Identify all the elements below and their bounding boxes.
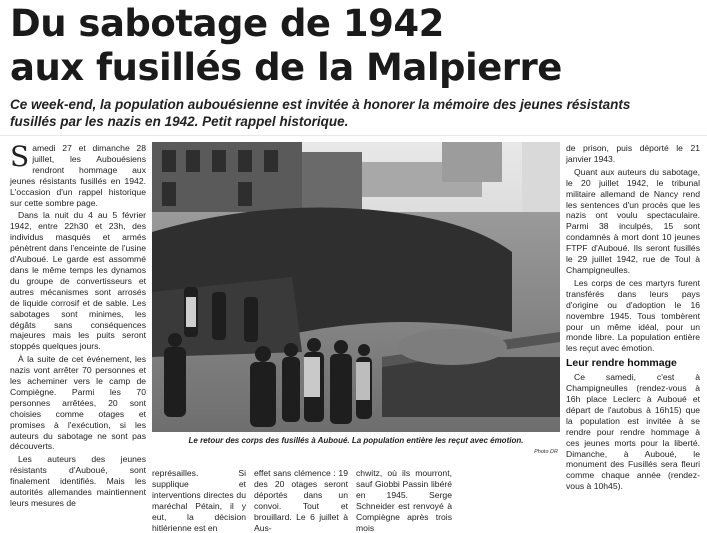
column-2-text: représailles. Si supplique et interventions directes du maréchal Pétain, il y eut, la décision hitlérienne est en [152,468,246,533]
paragraph-bodies: Les corps de ces martyrs furent transférés dans leurs pays d'origine ou d'adoption le 16 novembre 1945. Tous tombèrent pour un même idéal, pour un monde libre. La population entière les reçut avec émotion. [566,277,700,354]
photo-caption: Le retour des corps des fusillés à Auboué. La population entière les reçut avec émotion. [188,436,524,445]
paragraph-trial: Quant aux auteurs du sabotage, le 20 juillet 1942, le tribunal militaire allemand de Nancy rend les sentences d'un procès que les nazis ont voulu spectaculaire. Parmi 38 inculpés, 15 sont condamnés à mort dont 10 jeunes FTPF d'Auboué. Ils seront fusillés le 29 juillet 1942, rue de Toul à Champigneulles. [566,166,700,275]
paragraph-hommage: Ce samedi, c'est à Champigneulles (rendez-vous à 16h place Leclerc à Auboué et départ de l'autobus à 16h15) que la population est invitée à se rendre pour rendre hommage à ces jeunes morts pour la liberté. Dimanche, à Auboué, le monument des Fusillés sera fleuri comme chaque année (rendez-vous à 10h45). [566,372,700,492]
standfirst-line-2: fusillés par les nazis en 1942. Petit rappel historique. [10,114,349,129]
chapo-divider [0,135,707,136]
paragraph-intro: Samedi 27 et dimanche 28 juillet, les Aubouésiens rendront hommage aux jeunes résistants fusillés en 1942. L'occasion d'un rappel historique sur cette sombre page. [10,140,146,208]
paragraph-arrests: À la suite de cet événement, les nazis vont arrêter 70 personnes et les acheminer vers le camp de Compiègne. Parmi les 70 personnes arrêtées, 20 sont choisies comme otages et promises à l'exécution, si les auteurs du sabotage ne sont pas découverts. [10,354,146,452]
drop-cap: S [10,140,30,173]
article-photo [152,142,560,432]
text-column-3 [254,468,348,533]
photo-credit: Photo DR [534,449,558,455]
text-column-2 [152,468,246,533]
headline-line-2: aux fusillés de la Malpierre [10,46,562,89]
standfirst-line-1: Ce week-end, la population aubouésienne est invitée à honorer la mémoire des jeunes résistants [10,97,631,112]
section-heading-hommage: Leur rendre hommage [566,357,677,370]
column-3-text: effet sans clémence : 19 des 20 otages seront déportés dans un convoi. Tout et brouillard. Le 6 juillet à Aus- [254,468,348,533]
text-column-1 [10,140,146,517]
article-headline [10,2,700,90]
headline-line-1: Du sabotage de 1942 [10,2,444,45]
paragraph-sabotage: Dans la nuit du 4 au 5 février 1942, entre 22h30 et 23h, des individus masqués et armés pénètrent dans l'enceinte de l'usine d'Auboué. Le garde est assommé dans le même temps les dynamos du groupe de convertisseurs et autres mécanismes sont arrosés de liquide corrosif et de sable. Les sabotages sont minimes, les dégâts sans conséquences majeures mais les puits seront stoppés quelques jours. [10,210,146,352]
paragraph-authors: Les auteurs des jeunes résistants d'Auboué, sont finalement identifiés. Mais les autorités allemandes maintiennent leurs mesures de [10,454,146,508]
text-column-5 [566,143,700,517]
column-4-text: chwitz, où ils mourront, sauf Giobbi Passin libéré en 1945. Serge Schneider est renvoyé à Compiègne après trois mois [356,468,452,533]
paragraph-prison: de prison, puis déporté le 21 janvier 1943. [566,143,700,164]
article-standfirst [10,96,700,130]
text-column-4 [356,468,452,533]
